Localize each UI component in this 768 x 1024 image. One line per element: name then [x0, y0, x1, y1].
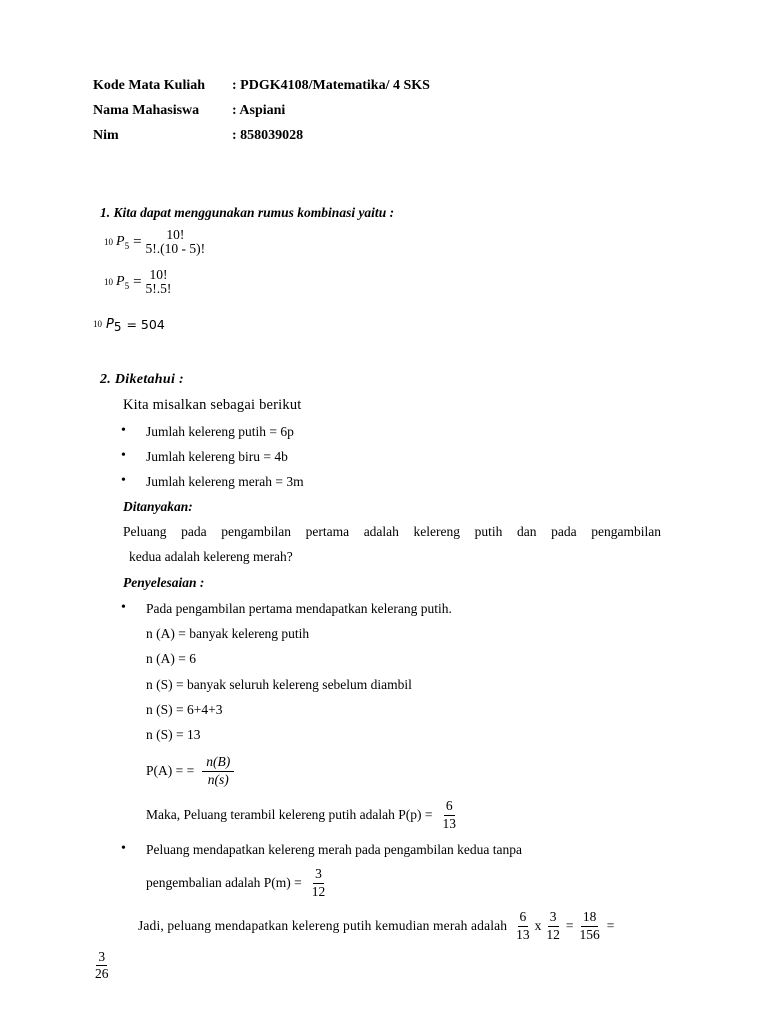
asked-line1: Peluang pada pengambilan pertama adalah kelereng putih dan pada pengambilan	[123, 524, 661, 539]
pa-den: n(s)	[207, 771, 229, 787]
asked-line2: kedua adalah kelereng merah?	[129, 549, 293, 564]
jadi-fraction-2	[544, 910, 562, 941]
step2-den: 12	[311, 883, 326, 899]
nim-value: : 858039028	[232, 128, 304, 143]
step2-text: pengembalian adalah P(m) =	[146, 875, 302, 890]
jadi-equals-2: =	[606, 918, 615, 933]
q1-heading: 1. Kita dapat menggunakan rumus kombinasi yaitu :	[100, 205, 395, 220]
step2-fraction	[310, 867, 328, 898]
jadi-fraction-1	[514, 910, 532, 941]
final-answer	[93, 950, 111, 981]
q1-l2-den: 5!.5!	[145, 281, 172, 296]
q1-l2-eq: =	[133, 273, 142, 290]
step1-bullet-text: Pada pengambilan pertama mendapatkan kelerang putih.	[146, 601, 452, 616]
pa-formula	[146, 752, 234, 790]
jadi-line	[138, 907, 614, 945]
bullet-icon: •	[121, 448, 126, 463]
step2-num: 3	[313, 867, 324, 883]
jadi-f2-num: 3	[548, 910, 559, 926]
bullet-icon: •	[121, 600, 126, 615]
q1-l1-num: 10!	[166, 226, 185, 242]
final-num: 3	[96, 950, 107, 966]
pa-label: P(A) = =	[146, 763, 195, 778]
step1-line-ns-sum: n (S) = 6+4+3	[146, 702, 223, 717]
q1-l2-sub-left: 10	[104, 277, 113, 287]
step1-line-na-value: n (A) = 6	[146, 651, 196, 666]
q1-l1-sub-right: 5	[124, 241, 130, 251]
q2-heading: 2. Diketahui :	[100, 372, 184, 387]
q1-l3-sub-left: 10	[93, 319, 102, 329]
q1-l2-var: P	[116, 274, 125, 289]
jadi-times: x	[534, 918, 542, 933]
course-code-value: : PDGK4108/Matematika/ 4 SKS	[232, 78, 430, 93]
jadi-f3-den: 156	[579, 926, 600, 942]
maka-num: 6	[444, 799, 455, 815]
q1-formula-line1	[104, 226, 207, 258]
q1-l2-fraction	[144, 268, 174, 296]
q1-l3-result: = 504	[126, 316, 165, 332]
step1-line-ns-def: n (S) = banyak seluruh kelereng sebelum diambil	[146, 677, 412, 692]
step1-line-ns-value: n (S) = 13	[146, 727, 201, 742]
final-fraction	[93, 950, 111, 981]
final-den: 26	[95, 966, 109, 982]
q1-l1-den: 5!.(10 - 5)!	[145, 241, 206, 256]
jadi-f2-den: 12	[546, 926, 560, 942]
course-code-label: Kode Mata Kuliah	[93, 78, 206, 93]
known-item-blue: Jumlah kelereng biru = 4b	[146, 449, 288, 464]
jadi-f3-num: 18	[581, 910, 599, 926]
pa-fraction	[202, 755, 234, 786]
q2-intro: Kita misalkan sebagai berikut	[123, 397, 302, 413]
pa-num: n(B)	[202, 755, 234, 771]
step1-line-na-def: n (A) = banyak kelereng putih	[146, 626, 310, 641]
asked-label: Ditanyakan:	[123, 499, 193, 514]
q1-l1-var: P	[116, 234, 125, 249]
jadi-f1-num: 6	[518, 910, 529, 926]
solution-label: Penyelesaian :	[123, 575, 205, 590]
q1-formula-line3	[93, 314, 165, 334]
jadi-f1-den: 13	[516, 926, 530, 942]
bullet-icon: •	[121, 423, 126, 438]
q1-l1-fraction	[144, 228, 208, 256]
maka-den: 13	[442, 815, 457, 831]
jadi-equals-1: =	[565, 918, 574, 933]
step2-line	[146, 865, 327, 901]
nim-label: Nim	[93, 128, 119, 143]
q1-l2-sub-right: 5	[124, 281, 130, 291]
jadi-fraction-3	[578, 910, 602, 941]
q1-l2-num: 10!	[149, 266, 168, 282]
q1-l3-var: P	[106, 316, 114, 332]
jadi-text: Jadi, peluang mendapatkan kelereng putih kemudian merah adalah	[138, 918, 508, 933]
q1-l1-eq: =	[133, 233, 142, 250]
known-item-white: Jumlah kelereng putih = 6p	[146, 424, 294, 439]
q1-formula-line2	[104, 266, 173, 298]
step2-bullet-text: Peluang mendapatkan kelereng merah pada pengambilan kedua tanpa	[146, 842, 522, 857]
q1-l3-sub-right: 5	[113, 319, 122, 334]
maka-line	[146, 797, 458, 833]
bullet-icon: •	[121, 473, 126, 488]
maka-fraction	[441, 799, 459, 830]
student-name-value: : Aspiani	[232, 103, 286, 118]
maka-text: Maka, Peluang terambil kelereng putih adalah P(p) =	[146, 807, 433, 822]
bullet-icon: •	[121, 841, 126, 856]
student-name-label: Nama Mahasiswa	[93, 103, 200, 118]
known-item-red: Jumlah kelereng merah = 3m	[146, 474, 304, 489]
q1-l1-sub-left: 10	[104, 237, 113, 247]
